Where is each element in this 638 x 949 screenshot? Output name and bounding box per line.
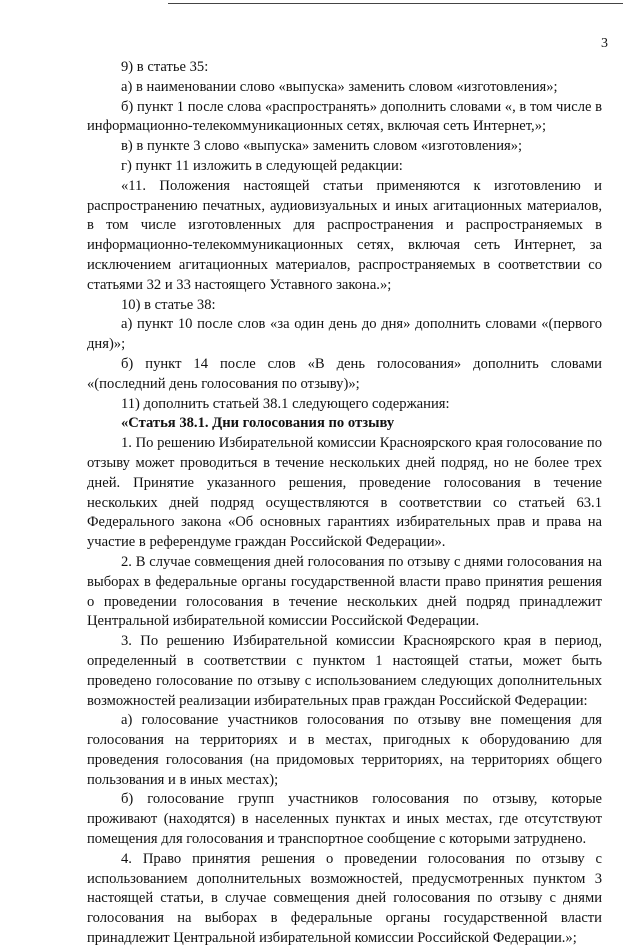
paragraph-10a: а) пункт 10 после слов «за один день до дня» дополнить словами «(первого дня)»; bbox=[87, 316, 602, 353]
paragraph-9v: в) в пункте 3 слово «выпуска» заменить словом «изготовления»; bbox=[121, 138, 523, 155]
paragraph-9a: а) в наименовании слово «выпуска» заменить словом «изготовления»; bbox=[121, 78, 558, 95]
article-38-1-point-3: 3. По решению Избирательной комиссии Красноярского края в период, определенный в соответствии с пунктом 1 настоящей статьи, может быть проведено голосование по отзыву с использованием следующих дополнительных возможностей реализации избирательных прав граждан Российской Федерации: bbox=[87, 633, 602, 709]
page-number: 3 bbox=[601, 36, 608, 51]
article-38-1-title: «Статья 38.1. Дни голосования по отзыву bbox=[121, 415, 395, 432]
paragraph-item-11-heading: 11) дополнить статьей 38.1 следующего содержания: bbox=[121, 395, 450, 412]
header-rule bbox=[168, 3, 623, 4]
paragraph-item-10-heading: 10) в статье 38: bbox=[121, 296, 216, 313]
paragraph-10b: б) пункт 14 после слов «В день голосования» дополнить словами «(последний день голосования по отзыву)»; bbox=[87, 355, 602, 392]
paragraph-9b: б) пункт 1 после слова «распространять» дополнить словами «, в том числе в информационно-телекоммуникационных сетях, включая сеть Интернет,»; bbox=[87, 98, 602, 135]
article-38-1-point-2: 2. В случае совмещения дней голосования по отзыву с днями голосования на выборах в федеральные органы государственной власти право принятия решения о проведении голосования в течение нескольких дней подряд принадлежит Центральной избирательной комиссии Российской Федерации. bbox=[87, 553, 602, 630]
paragraph-item-9-heading: 9) в статье 35: bbox=[121, 59, 209, 75]
article-38-1-point-1: 1. По решению Избирательной комиссии Красноярского края голосование по отзыву может проводиться в течение нескольких дней подряд, но не более трех дней. Принятие указанного решения, проведение голосования в течение нескольких дней подряд осуществляются в соответствии со статьей 63.1 Федерального закона «Об основных гарантиях избирательных прав и права на участие в референдуме граждан Российской Федерации». bbox=[87, 435, 602, 551]
document-body bbox=[87, 58, 602, 949]
paragraph-9g: г) пункт 11 изложить в следующей редакции: bbox=[121, 157, 403, 174]
paragraph-point-11-text: «11. Положения настоящей статьи применяются к изготовлению и распространению печатных, аудиовизуальных и иных агитационных материалов, в том числе изготовленных для распространения и распространяемых в информационно-телекоммуникационных сетях, включая сеть Интернет, за исключением агитационных материалов, распространяемых в соответствии со статьями 32 и 33 настоящего Уставного закона.»; bbox=[87, 177, 602, 293]
article-38-1-point-3b: б) голосование групп участников голосования по отзыву, которые проживают (находятся) в населенных пунктах и иных местах, где отсутствуют помещения для голосования и транспортное сообщение с которыми затруднено. bbox=[87, 791, 602, 848]
article-38-1-point-3a: а) голосование участников голосования по отзыву вне помещения для голосования на территориях и в местах, пригодных к оборудованию для проведения голосования (на придомовых территориях, на территориях общего пользования и в иных местах); bbox=[87, 712, 602, 788]
article-38-1-point-4: 4. Право принятия решения о проведении голосования по отзыву с использованием дополнительных возможностей, предусмотренных пунктом 3 настоящей статьи, в случае совмещения дней голосования по отзыву с днями голосования на выборах в федеральные органы государственной власти принадлежит Центральной избирательной комиссии Российской Федерации.»; bbox=[87, 850, 602, 947]
